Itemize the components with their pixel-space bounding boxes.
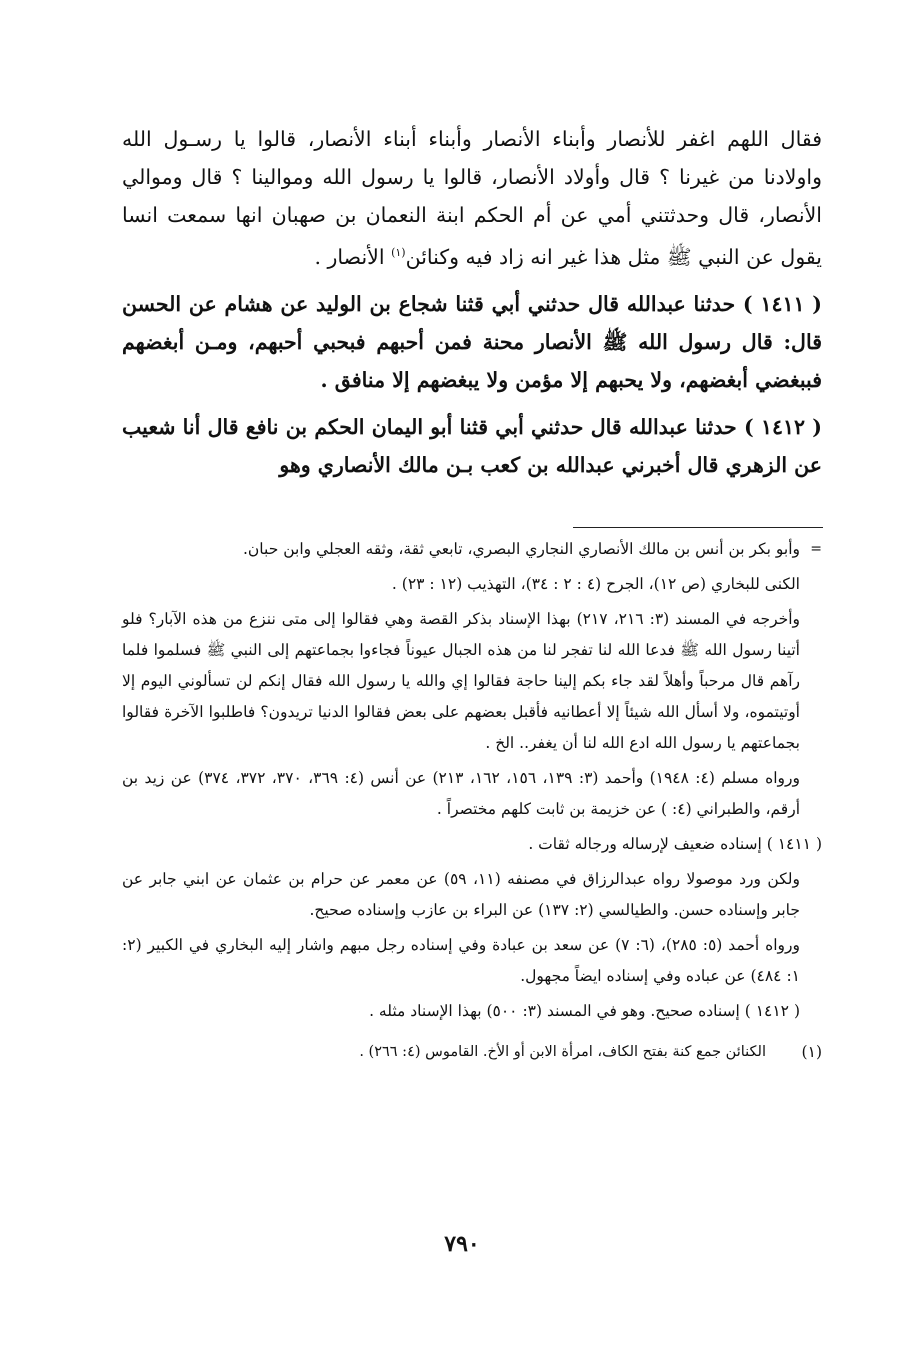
note-text: ورواه مسلم (٤: ١٩٤٨) وأحمد (٣: ١٣٩، ١٥٦، ١٦٢، ٢١٣) عن أنس (٤: ٣٦٩، ٣٧٠، ٣٧٢، ٣٧٤) عن زيد بن أرقم، والطبراني (٤: ) عن خزيمة بن ثابت كلهم مختصراً .: [122, 769, 800, 818]
note-heading-1411: ( ١٤١١ ) إسناده ضعيف لإرساله ورجاله ثقات .: [528, 835, 822, 853]
hadith-1412: ( ١٤١٢ ) حدثنا عبدالله قال حدثني أبي قثنا أبو اليمان الحكم بن نافع قال أنا شعيب عن الزهري قال أخبرني عبدالله بن كعب بـن مالك الأنصاري وهو: [122, 414, 822, 477]
continuation-mark: =: [810, 541, 822, 557]
paragraph-text-end: الأنصار .: [314, 244, 392, 269]
footnote-reference: (١): [391, 246, 406, 259]
note-text: الكنى للبخاري (ص ١٢)، الجرح (٤ : ٢ : ٣٤)، التهذيب (١٢ : ٢٣) .: [391, 575, 800, 593]
note-heading-1412: ( ١٤١٢ ) إسناده صحيح. وهو في المسند (٣: ٥٠٠) بهذا الإسناد مثله .: [369, 1002, 800, 1020]
page-number: ٧٩٠: [444, 1231, 480, 1257]
footnote-divider: [573, 527, 823, 528]
footnote-text: الكنائن جمع كنة بفتح الكاف، امرأة الابن أو الأخ. القاموس (٤: ٢٦٦) .: [359, 1044, 766, 1060]
note-text: ورواه أحمد (٥: ٢٨٥)، (٦: ٧) عن سعد بن عبادة وفي إسناده رجل مبهم واشار إليه البخاري في الكبير (٢: ١: ٤٨٤) عن عباده وفي إسناده ايضاً مجهول.: [122, 936, 800, 985]
note-text: ولكن ورد موصولا رواه عبدالرزاق في مصنفه (١١، ٥٩) عن معمر عن حرام بن عثمان عن ابني جابر عن جابر وإسناده حسن. والطيالسي (٢: ١٣٧) عن البراء بن عازب وإسناده صحيح.: [122, 870, 800, 919]
paragraph-text: فقال اللهم اغفر للأنصار وأبناء الأنصار وأبناء أبناء الأنصار، قالوا يا رسـول الله واولادنا من غيرنا ؟ قال وأولاد الأنصار، قالوا يا رسول الله وموالينا ؟ قال وموالي الأنصار، قال وحدثتني أمي عن أم الحكم ابنة النعمان بن صهبان انها سمعت انسا يقول عن النبي ﷺ مثل هذا غير انه زاد فيه وكنائن: [122, 127, 822, 269]
hadith-1411: ( ١٤١١ ) حدثنا عبدالله قال حدثني أبي قثنا شجاع بن الوليد عن هشام عن الحسن قال: قال رسول الله ﷺ الأنصار محنة فمن أحبهم فبحبي أحبهم، ومـن أبغضهم فببغضي أبغضهم، ولا يحبهم إلا مؤمن ولا يبغضهم إلا منافق .: [122, 291, 822, 392]
note-text: وأخرجه في المسند (٣: ٢١٦، ٢١٧) بهذا الإسناد بذكر القصة وهي فقالوا إلى متى ننزع من هذه الآبار؟ فلو أتينا رسول الله ﷺ فدعا الله لنا تفجر لنا من هذه الجبال عيوناً فجاءوا بجماعتهم إلى النبي ﷺ فسلموا فلما رآهم قال مرحباً وأهلاً لقد جاء بكم إلينا حاجة فقالوا إي والله يا رسول الله فقال إنكم لن تسألوني اليوم إلا أوتيتموه، ولا أسأل الله شيئاً إلا أعطانيه فأقبل بعضهم على بعض فقالوا الدنيا تريدون؟ فاطلبوا الآخرة فقالوا بجماعتهم يا رسول الله ادع الله لنا أن يغفر.. الخ .: [122, 610, 801, 752]
note-text: وأبو بكر بن أنس بن مالك الأنصاري النجاري البصري، تابعي ثقة، وثقه العجلي وابن حبان.: [243, 540, 800, 558]
main-text: [122, 120, 822, 484]
footnote-1: [122, 1037, 822, 1068]
footnote-number: (١): [801, 1043, 822, 1061]
note-continuation: [122, 534, 822, 565]
footnotes-section: [122, 534, 822, 1068]
paragraph-continuation: [122, 120, 822, 276]
